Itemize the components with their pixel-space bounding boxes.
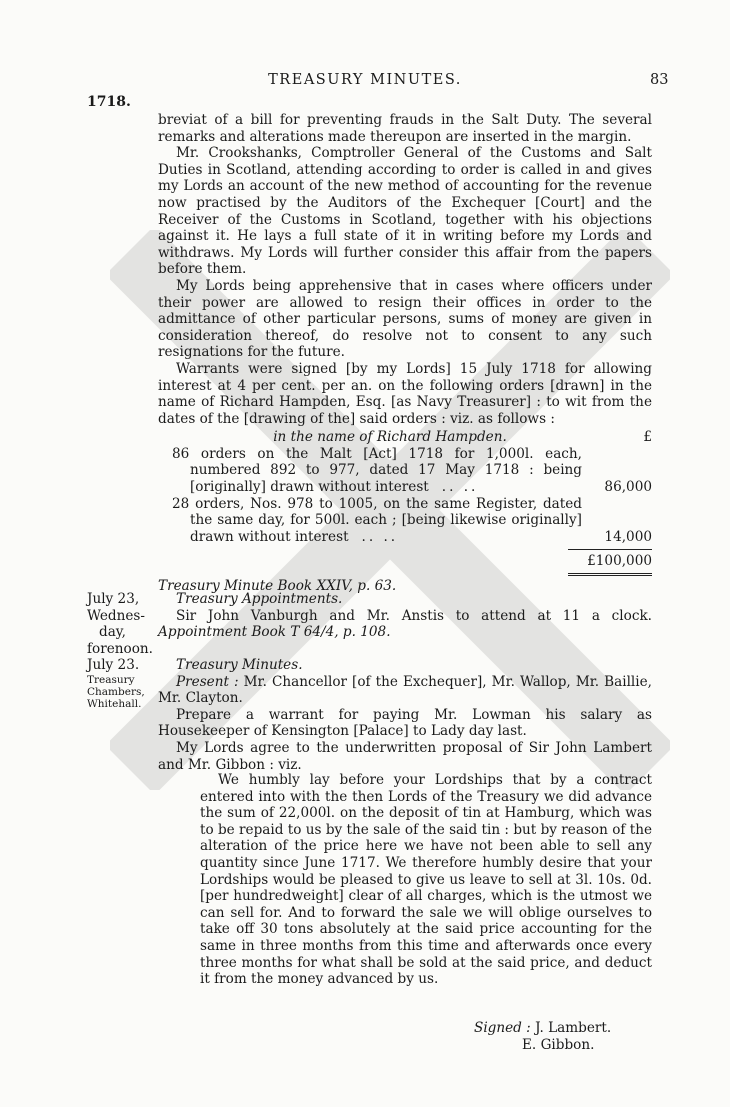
ledger-total-rule [568, 573, 652, 576]
page-number: 83 [650, 72, 669, 88]
paragraph-breviat: breviat of a bill for preventing frauds in the Salt Duty. The several remarks and alterations made thereupon are inserted in the margin. [158, 112, 652, 145]
margin-year: 1718. [87, 94, 131, 110]
signatory: E. Gibbon. [522, 1036, 595, 1053]
letter-body: We humbly lay before your Lordships that by a contract entered into with the then Lords of the Treasury we did advance the sum of 22,000l. on the deposit of tin at Hamburg, which was to be repaid to us by the sale of the said tin : but by reason of the alteration of the price here we have not been able to sell any quantity since June 1717. We therefore humbly desire that your Lordships would be pleased to give us leave to sell at 3l. 10s. 0d. [per hundredweight] clear of all charges, which is the utmost we can sell for. And to forward the sale we will oblige ourselves to take off 30 tons absolutely at the said price accounting for the same in three months from this time and afterwards once every three months for what shall be sold at the said price, and deduct it from the money advanced by us. [200, 772, 652, 988]
paragraph-warrants: Warrants were signed [by my Lords] 15 July 1718 for allowing interest at 4 per cent. per an. on the following orders [drawn] in the name of Richard Hampden, Esq. [as Navy Treasurer] : to wit from the dates of the [drawing of the] said orders : viz. as follows : [158, 360, 652, 427]
ledger-entry-text: 28 orders, Nos. 978 to 1005, on the same Register, dated the same day, for 500l. each ; [being likewise originally] drawn without interest [172, 495, 582, 545]
present-list: Mr. Chancellor [of the Exchequer], Mr. Wallop, Mr. Baillie, Mr. Clayton. [158, 673, 652, 707]
present-label: Present : [176, 673, 239, 690]
appointments-text: Sir John Vanburgh and Mr. Anstis to attend at 11 a clock. [176, 607, 652, 624]
ledger-total: £100,000 [568, 549, 652, 570]
margin-date-appointments [87, 591, 155, 657]
proposal-letter [200, 772, 652, 988]
source-minute-book: Treasury Minute Book XXIV, p. 63. [158, 578, 397, 595]
ledger-entry-text: 86 orders on the Malt [Act] 1718 for 1,000l. each, numbered 892 to 977, dated 17 May 1718 : being [originally] drawn without interest [172, 445, 582, 496]
orders-ledger [158, 429, 652, 576]
margin-place [87, 674, 155, 711]
section-minutes [158, 657, 652, 773]
margin-line: day, [99, 624, 127, 641]
margin-place-line: Whitehall. [87, 698, 142, 711]
appointments-source: Appointment Book T 64/4, p. 108. [158, 624, 391, 641]
section-salt-duty [158, 112, 652, 595]
ledger-currency: £ [643, 429, 652, 446]
ledger-heading: in the name of Richard Hampden. [273, 429, 507, 446]
margin-line: forenoon. [87, 640, 153, 657]
ledger-entry-dots: .. .. [361, 528, 399, 545]
margin-date: July 23. [87, 657, 140, 673]
ledger-entry-amount: 86,000 [604, 479, 652, 496]
minutes-heading: Treasury Minutes. [176, 657, 303, 673]
signed-label: Signed : [474, 1020, 531, 1036]
paragraph-resignations: My Lords being apprehensive that in cases where officers under their power are allowed to resign their offices in order to the admittance of other particular persons, sums of money are given in consideration thereof, do resolve not to consent to any such resignations for the future. [158, 277, 652, 361]
paragraph-lowman: Prepare a warrant for paying Mr. Lowman his salary as Housekeeper of Kensington [Palace] to Lady day last. [158, 706, 652, 740]
appointments-heading: Treasury Appointments. [176, 591, 343, 607]
ledger-entry [158, 446, 652, 496]
paragraph-proposal: My Lords agree to the underwritten proposal of Sir John Lambert and Mr. Gibbon : viz. [158, 739, 652, 773]
margin-line: Wednes- [87, 607, 145, 624]
margin-line: July 23, [87, 591, 140, 607]
running-title: TREASURY MINUTES. [268, 72, 462, 88]
margin-date-minutes [87, 657, 155, 711]
ledger-entry-dots: .. .. [441, 479, 479, 496]
paragraph-crookshanks: Mr. Crookshanks, Comptroller General of the Customs and Salt Duties in Scotland, attending according to order is called in and gives my Lords an account of the new method of accounting for the revenue now practised by the Auditors of the Exchequer [Court] and the Receiver of the Customs in Scotland, together with his objections against it. He lays a full state of it in writing before my Lords and withdraws. My Lords will further consider this affair from the papers before them. [158, 145, 652, 278]
signature-block [474, 1020, 611, 1053]
section-appointments [158, 591, 652, 641]
ledger-entry-amount: 14,000 [604, 528, 652, 545]
signatory: J. Lambert. [535, 1020, 612, 1036]
ledger-entry [158, 496, 652, 546]
margin-place-line: Chambers, [87, 686, 145, 698]
margin-place-line: Treasury [87, 673, 135, 686]
